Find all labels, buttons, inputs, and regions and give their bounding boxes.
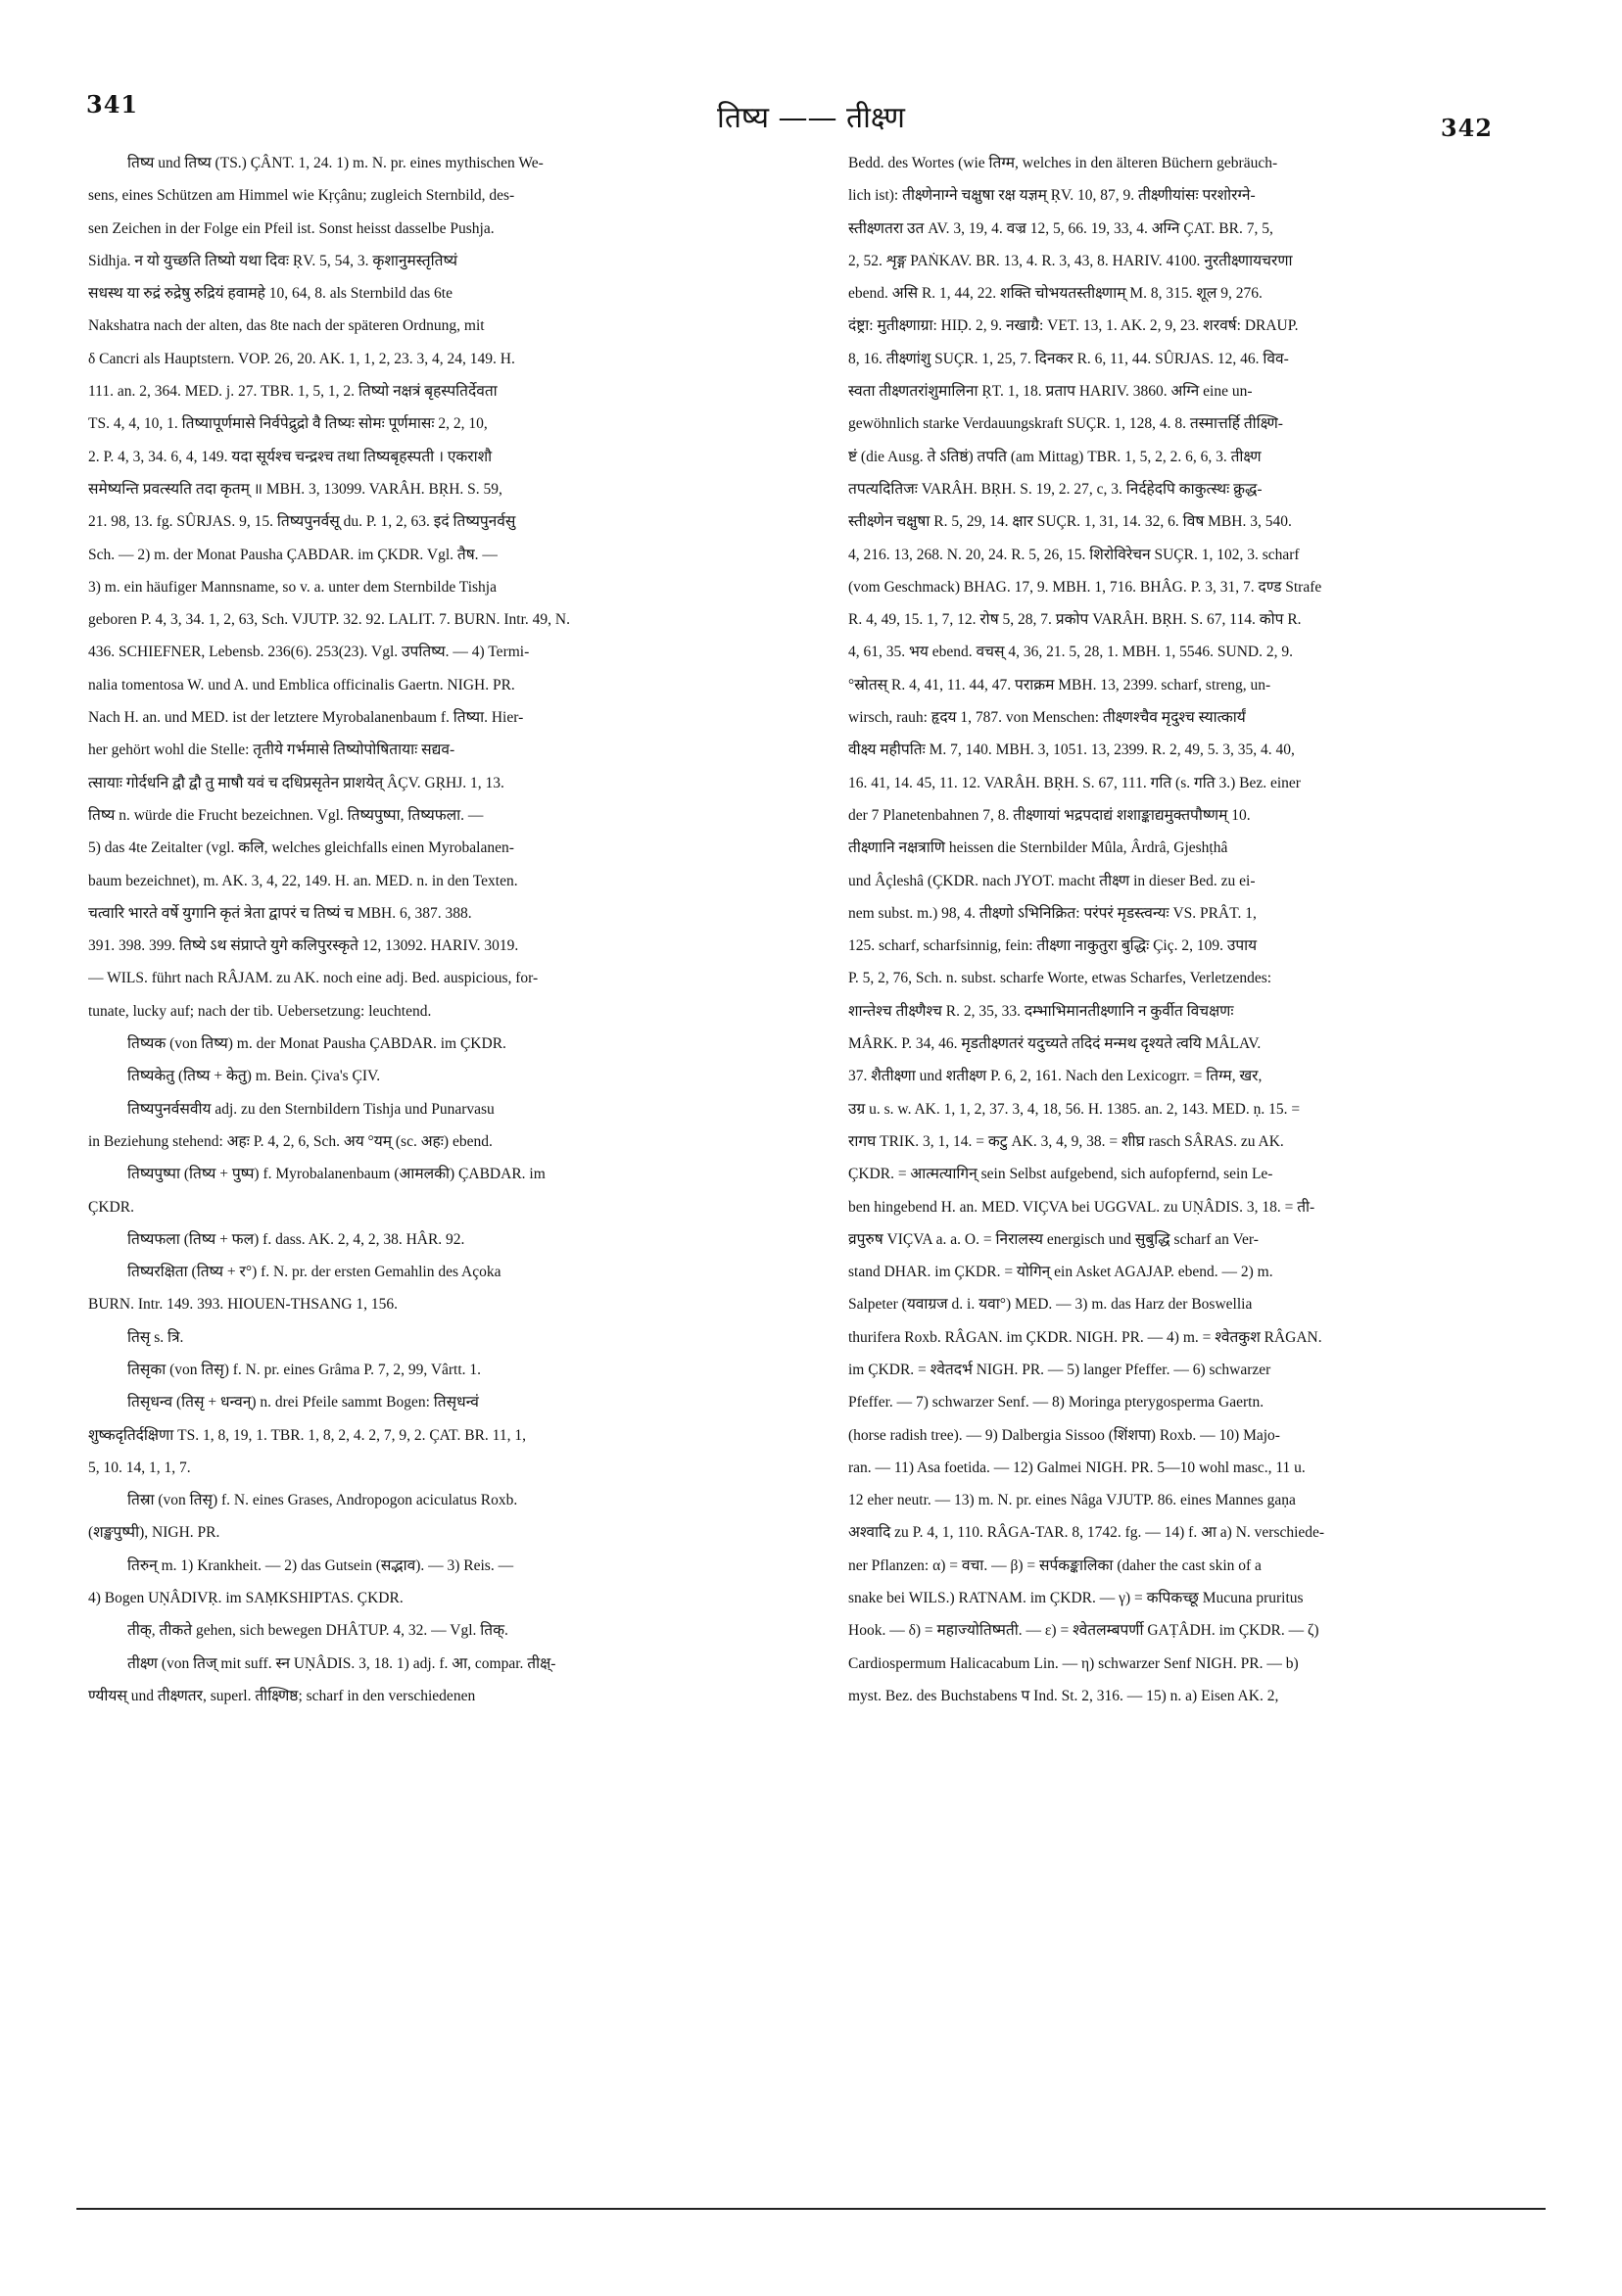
text-line: 436. SCHIEFNER, Lebensb. 236(6). 253(23). Vgl. उपतिष्य. — 4) Termi- [88,644,530,661]
text-line: 21. 98, 13. fg. SÛRJAS. 9, 15. तिष्यपुनर्वसू du. P. 1, 2, 63. इदं तिष्यपुनर्वसु [88,513,516,531]
text-line: thurifera Roxb. RÂGAN. im ÇKDR. NIGH. PR. — 4) m. = श्वेतकुश RÂGAN. [848,1328,1322,1346]
text-line: lich ist): तीक्ष्णेनाग्ने चक्षुषा रक्ष यज्ञम् ṚV. 10, 87, 9. तीक्ष्णीयांसः परशोरग्ने- [848,187,1256,205]
text-line: तिस्रा (von तिसृ) f. N. eines Grases, Andropogon aciculatus Roxb. [127,1492,518,1509]
text-line: ran. — 11) Asa foetida. — 12) Galmei NIGH. PR. 5—10 wohl masc., 11 u. [848,1459,1306,1476]
text-line: Salpeter (यवाग्रज d. i. यवा°) MED. — 3) m. das Harz der Boswellia [848,1296,1253,1314]
text-line: 5) das 4te Zeitalter (vgl. कलि, welches gleichfalls einen Myrobalanen- [88,839,514,857]
text-line: (शङ्खपुष्पी), NIGH. PR. [88,1524,220,1542]
text-line: 125. scharf, scharfsinnig, fein: तीक्ष्णा नाकुतुरा बुद्धिः Çiç. 2, 109. उपाय [848,937,1258,955]
text-line: in Beziehung stehend: अहः P. 4, 2, 6, Sch. अय °यम् (sc. अहः) ebend. [88,1132,493,1150]
text-line: Cardiospermum Halicacabum Lin. — η) schwarzer Senf NIGH. PR. — b) [848,1654,1299,1672]
text-line: ebend. असि R. 1, 44, 22. शक्ति चोभयतस्तीक्ष्णाम् M. 8, 315. शूल 9, 276. [848,285,1263,303]
text-line: ben hingebend H. an. MED. VIÇVA bei UGGVAL. zu UṆÂDIS. 3, 18. = ती- [848,1198,1315,1216]
text-line: तिसृका (von तिसृ) f. N. pr. eines Grâma P. 7, 2, 99, Vârtt. 1. [127,1361,482,1378]
text-line: 391. 398. 399. तिष्ये ऽथ संप्राप्ते युगे कलिपुरस्कृते 12, 13092. HARIV. 3019. [88,937,519,955]
text-line: चत्वारि भारते वर्षे युगानि कृतं त्रेता द्वापरं च तिष्यं च MBH. 6, 387. 388. [88,904,472,922]
text-line: P. 5, 2, 76, Sch. n. subst. scharfe Worte, etwas Scharfes, Verletzendes: [848,970,1272,987]
text-line: शुष्कदृतिर्दक्षिणा TS. 1, 8, 19, 1. TBR. 1, 8, 2, 4. 2, 7, 9, 2. ÇAT. BR. 11, 1, [88,1426,526,1444]
text-line: — WILS. führt nach RÂJAM. zu AK. noch eine adj. Bed. auspicious, for- [88,970,539,987]
text-line: im ÇKDR. = श्वेतदर्भ NIGH. PR. — 5) langer Pfeffer. — 6) schwarzer [848,1361,1271,1378]
text-line: Hook. — δ) = महाज्योतिष्मती. — ε) = श्वेतलम्बपर्णी GAṬÂDH. im ÇKDR. — ζ) [848,1622,1319,1640]
text-line: सधस्थ या रुद्रं रुद्रेषु रुद्रियं हवामहे 10, 64, 8. als Sternbild das 6te [88,285,453,303]
text-line: त्सायाः गोर्दधनि द्वौ द्वौ तु माषौ यवं च दधिप्रसृतेन प्राशयेत् ÂÇV. GṚHJ. 1, 13. [88,774,504,791]
text-line: तिष्यपुष्पा (तिष्य + पुष्प) f. Myrobalanenbaum (आमलकी) ÇABDAR. im [127,1166,546,1183]
text-line: 3) m. ein häufiger Mannsname, so v. a. unter dem Sternbilde Tishja [88,578,497,596]
text-line: 2. P. 4, 3, 34. 6, 4, 149. यदा सूर्यश्च चन्द्रश्च तथा तिष्यबृहस्पती । एकराशौ [88,448,493,465]
text-line: तपत्यदितिजः VARÂH. BṚH. S. 19, 2. 27, c, 3. निर्दहेदपि काकुत्स्थः क्रुद्ध- [848,480,1263,498]
text-line: तिसृधन्व (तिसृ + धन्वन्) n. drei Pfeile sammt Bogen: तिसृधन्वं [127,1394,479,1411]
text-line: 16. 41, 14. 45, 11. 12. VARÂH. BṚH. S. 67, 111. गति (s. गति 3.) Bez. einer [848,774,1301,791]
text-line: ण्यीयस् und तीक्ष्णतर, superl. तीक्ष्णिष्ठ; scharf in den verschiedenen [88,1687,476,1704]
text-line: Pfeffer. — 7) schwarzer Senf. — 8) Moringa pterygosperma Gaertn. [848,1394,1264,1411]
text-line: शान्तेश्च तीक्ष्णैश्च R. 2, 35, 33. दम्भाभिमानतीक्ष्णानि न कुर्वीत विचक्षणः [848,1002,1234,1020]
text-line: TS. 4, 4, 10, 1. तिष्यापूर्णमासे निर्वपेद्रुद्रो वै तिष्यः सोमः पूर्णमासः 2, 2, 10, [88,415,488,433]
text-line: दंष्ट्रा: मुतीक्ष्णाग्रा: HIḌ. 2, 9. नखाग्रै: VET. 13, 1. AK. 2, 9, 23. शरवर्ष: DRAUP. [848,317,1299,335]
text-line: 8, 16. तीक्ष्णांशु SUÇR. 1, 25, 7. दिनकर R. 6, 11, 44. SÛRJAS. 12, 46. विव- [848,350,1289,367]
text-line: R. 4, 49, 15. 1, 7, 12. रोष 5, 28, 7. प्रकोप VARÂH. BṚH. S. 67, 114. कोप R. [848,611,1302,629]
text-line: 12 eher neutr. — 13) m. N. pr. eines Nâga VJUTP. 86. eines Mannes gaṇa [848,1492,1296,1509]
text-line: myst. Bez. des Buchstabens प Ind. St. 2, 316. — 15) n. a) Eisen AK. 2, [848,1687,1279,1704]
running-head: तिष्य —— तीक्ष्ण [717,101,905,135]
text-line: nem subst. m.) 98, 4. तीक्ष्णो ऽभिनिक्रित: परंपरं मृडस्त्वन्यः VS. PRÂT. 1, [848,904,1257,922]
text-line: wirsch, rauh: हृदय 1, 787. von Menschen: तीक्ष्णश्चैव मृदुश्च स्यात्कार्यं [848,709,1246,727]
text-line: ner Pflanzen: α) = वचा. — β) = सर्पकङ्कालिका (daher the cast skin of a [848,1556,1262,1574]
text-line: स्तीक्ष्णतरा उत AV. 3, 19, 4. वज्र 12, 5, 66. 19, 33, 4. अग्नि ÇAT. BR. 7, 5, [848,219,1273,237]
text-line: sen Zeichen in der Folge ein Pfeil ist. Sonst heisst dasselbe Pushja. [88,219,495,237]
text-line: und Âçleshâ (ÇKDR. nach JYOT. macht तीक्ष्ण in dieser Bed. zu ei- [848,872,1256,889]
text-line: तीक्ष्ण (von तिज् mit suff. स्न UṆÂDIS. 3, 18. 1) adj. f. आ, compar. तीक्ष्- [127,1654,556,1672]
text-line: Sidhja. न यो युच्छति तिष्यो यथा दिवः ṚV. 5, 54, 3. कृशानुमस्तृतिष्यं [88,252,457,269]
text-line: (vom Geschmack) BHAG. 17, 9. MBH. 1, 716. BHÂG. P. 3, 31, 7. दण्ड Strafe [848,578,1322,596]
text-line: stand DHAR. im ÇKDR. = योगिन् ein Asket AGAJAP. ebend. — 2) m. [848,1264,1273,1281]
text-line: तिरुन् m. 1) Krankheit. — 2) das Gutsein (सद्भाव). — 3) Reis. — [127,1556,514,1574]
text-line: तिष्यरक्षिता (तिष्य + र°) f. N. pr. der ersten Gemahlin des Açoka [127,1264,501,1281]
text-line: tunate, lucky auf; nach der tib. Uebersetzung: leuchtend. [88,1002,432,1020]
text-line: तिष्यपुनर्वसवीय adj. zu den Sternbildern Tishja und Punarvasu [127,1100,495,1118]
text-line: geboren P. 4, 3, 34. 1, 2, 63, Sch. VJUTP. 32. 92. LALIT. 7. BURN. Intr. 49, N. [88,611,570,629]
text-line: 2, 52. शृङ्ग PAṄKAV. BR. 13, 4. R. 3, 43, 8. HARIV. 4100. नुरतीक्ष्णायचरणा [848,252,1293,269]
text-line: 5, 10. 14, 1, 1, 7. [88,1459,191,1476]
text-line: तिष्यकेतु (तिष्य + केतु) m. Bein. Çiva's ÇIV. [127,1068,381,1085]
text-line: gewöhnlich starke Verdauungskraft SUÇR. 1, 128, 4. 8. तस्मात्तर्हि तीक्ष्णि- [848,415,1283,433]
text-line: वीक्ष्य महीपतिः M. 7, 140. MBH. 3, 1051. 13, 2399. R. 2, 49, 5. 3, 35, 4. 40, [848,741,1295,759]
text-line: व्रपुरुष VIÇVA a. a. O. = निरालस्य energisch und सुबुद्धि scharf an Ver- [848,1230,1259,1248]
text-line: (horse radish tree). — 9) Dalbergia Sissoo (शिंशपा) Roxb. — 10) Majo- [848,1426,1280,1444]
text-line: तिष्यफला (तिष्य + फल) f. dass. AK. 2, 4, 2, 38. HÂR. 92. [127,1230,465,1248]
text-line: तीक्ष्णानि नक्षत्राणि heissen die Sternbilder Mûla, Ârdrâ, Gjeshṭhâ [848,839,1228,857]
text-line: °स्रोतस् R. 4, 41, 11. 44, 47. पराक्रम MBH. 13, 2399. scharf, streng, un- [848,676,1271,694]
text-line: अश्वादि zu P. 4, 1, 110. RÂGA-TAR. 8, 1742. fg. — 14) f. आ a) N. verschiede- [848,1524,1325,1542]
page-header [0,0,1622,142]
page-number-left: 341 [86,90,139,119]
text-line: स्तीक्ष्णेन चक्षुषा R. 5, 29, 14. क्षार SUÇR. 1, 31, 14. 32, 6. विष MBH. 3, 540. [848,513,1292,531]
text-line: ÇKDR. = आत्मत्यागिन् sein Selbst aufgebend, sich aufopfernd, sein Le- [848,1166,1273,1183]
text-line: her gehört wohl die Stelle: तृतीये गर्भमासे तिष्योपोषितायाः सद्यव- [88,741,455,759]
text-line: तिष्य und तिष्य (TS.) ÇÂNT. 1, 24. 1) m. N. pr. eines mythischen We- [127,155,544,171]
text-line: तिष्यक (von तिष्य) m. der Monat Pausha ÇABDAR. im ÇKDR. [127,1035,506,1053]
text-line: 37. शैतीक्ष्णा und शतीक्ष्ण P. 6, 2, 161. Nach den Lexicogrr. = तिग्म, खर, [848,1068,1263,1085]
text-line: sens, eines Schützen am Himmel wie Kṛçânu; zugleich Sternbild, des- [88,187,515,205]
text-line: baum bezeichnet), m. AK. 3, 4, 22, 149. H. an. MED. n. in den Texten. [88,872,518,889]
text-line: nalia tomentosa W. und A. und Emblica officinalis Gaertn. NIGH. PR. [88,676,515,694]
text-line: स्वता तीक्ष्णतरांशुमालिना ṚT. 1, 18. प्रताप HARIV. 3860. अग्नि eine un- [848,383,1253,401]
text-line: 4, 61, 35. भय ebend. वचस् 4, 36, 21. 5, 28, 1. MBH. 1, 5546. SUND. 2, 9. [848,644,1293,661]
left-column [88,147,793,1712]
text-line: snake bei WILS.) RATNAM. im ÇKDR. — γ) = कपिकच्छू Mucuna pruritus [848,1590,1304,1607]
text-line: रागघ TRIK. 3, 1, 14. = कटु AK. 3, 4, 9, 38. = शीघ्र rasch SÂRAS. zu AK. [848,1132,1284,1150]
footer-rule [76,2208,1546,2210]
text-line: Nach H. an. und MED. ist der letztere Myrobalanenbaum f. तिष्या. Hier- [88,709,524,727]
text-line: उग्र u. s. w. AK. 1, 1, 2, 37. 3, 4, 18, 56. H. 1385. an. 2, 143. MED. ṇ. 15. = [848,1100,1301,1118]
text-line: तिसृ s. त्रि. [127,1328,184,1346]
text-line: MÂRK. P. 34, 46. मृडतीक्ष्णतरं यदुच्यते तदिदं मन्मथ दृश्यते त्वयि MÂLAV. [848,1035,1262,1053]
text-line: BURN. Intr. 149. 393. HIOUEN-THSANG 1, 156. [88,1296,399,1314]
text-line: 4) Bogen UṆÂDIVṚ. im SAṂKSHIPTAS. ÇKDR. [88,1590,404,1607]
text-line: 4, 216. 13, 268. N. 20, 24. R. 5, 26, 15. शिरोविरेचन SUÇR. 1, 102, 3. scharf [848,546,1300,563]
text-line: तिष्य n. würde die Frucht bezeichnen. Vgl. तिष्यपुष्पा, तिष्यफला. — [88,806,484,824]
page-number-right: 342 [1440,114,1493,142]
text-line: ÇKDR. [88,1198,134,1216]
text-line: der 7 Planetenbahnen 7, 8. तीक्ष्णायां भद्रपदाद्यं शशाङ्काद्यमुक्तपौष्णम् 10. [848,806,1251,824]
text-line: समेष्यन्ति प्रवत्स्यति तदा कृतम् ॥ MBH. 3, 13099. VARÂH. BṚH. S. 59, [88,480,502,498]
text-line: Bedd. des Wortes (wie तिग्म, welches in den älteren Büchern gebräuch- [848,155,1278,171]
text-line: तीक्, तीकते gehen, sich bewegen DHÂTUP. 4, 32. — Vgl. तिक्. [127,1622,508,1640]
right-column [848,147,1534,1712]
text-line: Nakshatra nach der alten, das 8te nach der späteren Ordnung, mit [88,317,485,335]
text-line: ष्टं (die Ausg. ते ऽतिष्ठं) तपति (am Mittag) TBR. 1, 5, 2, 2. 6, 6, 3. तीक्ष्ण [848,448,1262,465]
text-line: δ Cancri als Hauptstern. VOP. 26, 20. AK. 1, 1, 2, 23. 3, 4, 24, 149. H. [88,350,515,367]
text-line: Sch. — 2) m. der Monat Pausha ÇABDAR. im ÇKDR. Vgl. तैष. — [88,546,498,563]
text-line: 111. an. 2, 364. MED. j. 27. TBR. 1, 5, 1, 2. तिष्यो नक्षत्रं बृहस्पतिर्देवता [88,383,498,401]
